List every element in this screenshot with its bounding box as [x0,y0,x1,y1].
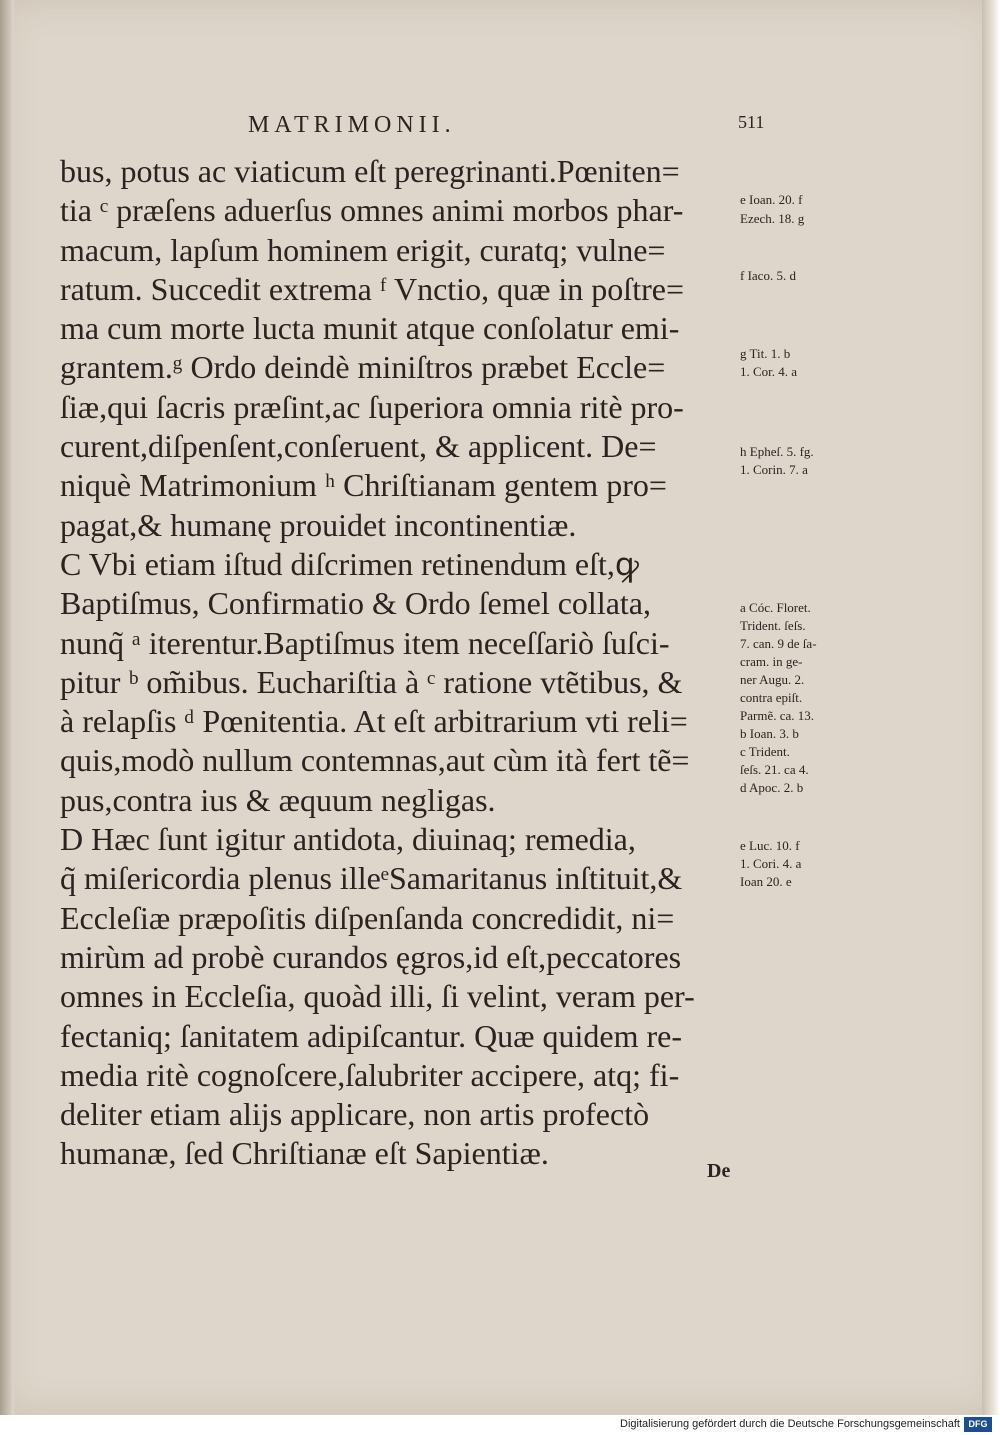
text-line: pagat,& humanę prouidet incontinentiæ. [60,506,577,543]
margin-note: 1. Corin. 7. a [740,462,808,477]
text-line: tia ᶜ præſens aduerſus omnes animi morbos phar- [60,192,684,229]
catchword: De [707,1160,731,1182]
margin-note: h Epheſ. 5. fg. [740,444,814,459]
text-line: media ritè cognoſcere,ſalubriter accipere, atq; fi- [60,1056,680,1093]
text-line: ratum. Succedit extrema ᶠ Vnctio, quæ in poſtre= [60,270,684,307]
running-head: MATRIMONII. [248,112,456,138]
margin-note: c Trident. [740,744,790,759]
margin-note: ſeſs. 21. ca 4. [740,762,809,777]
margin-note: cram. in ge- [740,654,803,669]
margin-note: 7. can. 9 de ſa- [740,636,817,651]
text-line: niquè Matrimonium ʰ Chriſtianam gentem pro= [60,467,667,504]
text-line: Eccleſiæ præpoſitis diſpenſanda concredidit, ni= [60,899,675,936]
margin-note: Parmẽ. ca. 13. [740,708,815,723]
text-line: fectaniq; ſanitatem adipiſcantur. Quæ quidem re- [60,1017,683,1054]
dfg-logo-icon: DFG [964,1417,992,1432]
text-line: omnes in Eccleſia, quoàd illi, ſi velint, veram per- [60,978,695,1015]
text-line: deliter etiam alijs applicare, non artis profectò [60,1096,650,1133]
text-line: q̃ miſericordia plenus illeᵉSamaritanus inſtituit,& [60,860,683,897]
margin-note: e Luc. 10. f [740,838,800,853]
page-edge [982,0,1000,1415]
text-line: ma cum morte lucta munit atque conſolatur emi- [60,310,680,347]
text-line: mirùm ad probè curandos ęgros,id eſt,peccatores [60,938,682,975]
margin-note: ner Augu. 2. [740,672,805,687]
text-line: bus, potus ac viaticum eſt peregrinanti.Pœniten= [60,153,680,189]
text-line: ſiæ,qui ſacris præſint,ac ſuperiora omnia ritè pro- [60,388,684,425]
margin-note: 1. Cor. 4. a [740,364,798,379]
text-line: grantem.ᵍ Ordo deindè miniſtros præbet Eccle= [60,349,666,386]
margin-note: e Ioan. 20. f [740,192,803,207]
margin-note: contra epiſt. [740,690,803,705]
text-line: humanæ, ſed Chriſtianæ eſt Sapientiæ. [60,1135,549,1172]
margin-note: a Cóc. Floret. [740,600,811,615]
page-number: 511 [738,112,765,132]
text-line: nunq̃ ᵃ iterentur.Baptiſmus item neceſſariò ſuſci- [60,624,670,661]
digitization-footer [0,1415,1000,1435]
text-line: macum, lapſum hominem erigit, curatq; vulne= [60,231,666,268]
text-line: D Hæc ſunt igitur antidota, diuinaq; remedia, [60,821,636,858]
text-line: quis,modò nullum contemnas,aut cùm ità fert tẽ= [60,742,690,779]
text-line: C Vbi etiam iſtud diſcrimen retinendum eſt,ꝙ [60,545,639,582]
text-line: à relapſis ᵈ Pœnitentia. At eſt arbitrarium vti reli= [60,703,688,740]
text-line: pitur ᵇ om̃ibus. Euchariſtia à ᶜ ratione vtẽtibus, & [60,663,683,700]
text-line: pus,contra ius & æquum negligas. [60,781,496,818]
margin-note: Ezech. 18. g [740,211,805,226]
margin-note: f Iaco. 5. d [740,268,796,283]
text-line: curent,diſpenſent,conſeruent, & applicent. De= [60,428,657,465]
margin-note: g Tit. 1. b [740,346,791,361]
margin-note: b Ioan. 3. b [740,726,799,741]
text-line: Baptiſmus, Confirmatio & Ordo ſemel collata, [60,585,651,622]
margin-note: 1. Cori. 4. a [740,856,802,871]
footer-credit: Digitalisierung gefördert durch die Deutsche Forschungsgemeinschaft [620,1418,960,1430]
margin-note: Trident. ſeſs. [740,618,806,633]
margin-note: d Apoc. 2. b [740,780,804,795]
margin-note: Ioan 20. e [740,874,792,889]
gutter-shadow [0,0,14,1415]
main-text-block [60,152,740,1174]
